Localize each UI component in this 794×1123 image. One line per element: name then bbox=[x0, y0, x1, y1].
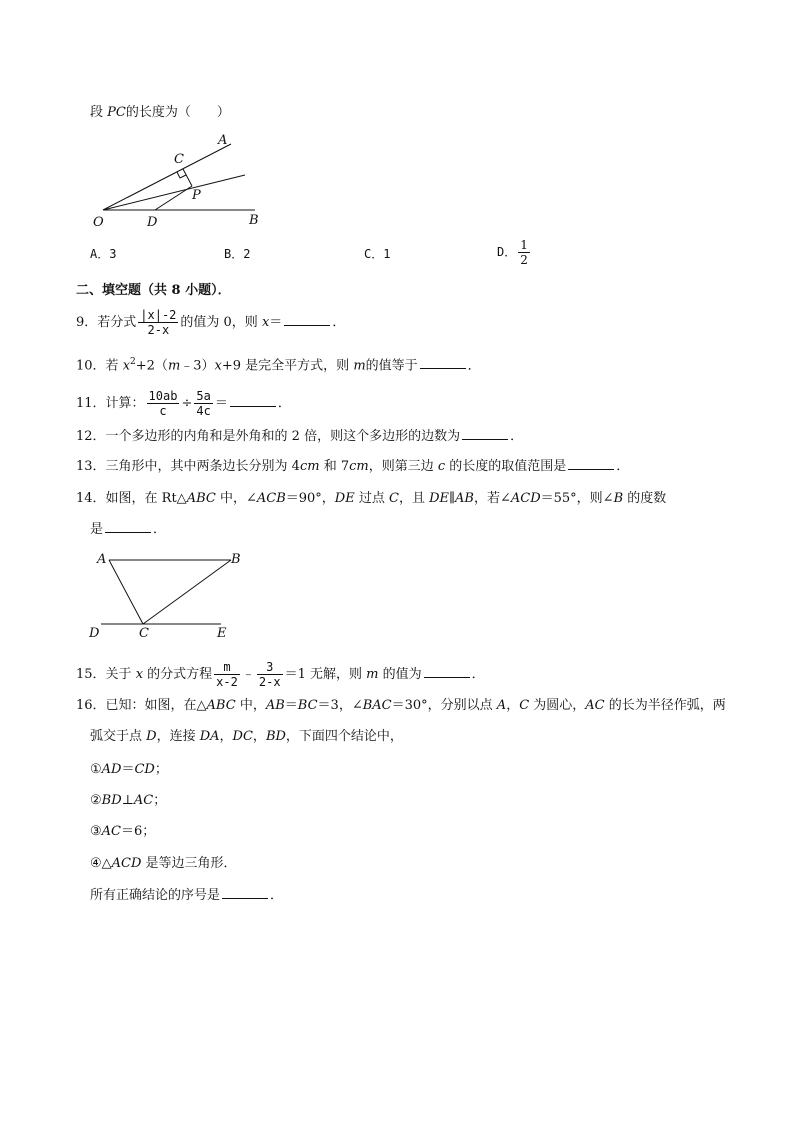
q10-m: m bbox=[167, 358, 181, 374]
q15-p1: 15．关于 bbox=[76, 667, 136, 682]
q8-option-b: B．2 bbox=[224, 247, 251, 261]
question-9 bbox=[76, 308, 345, 337]
q10-p2: ﹣3） bbox=[180, 358, 215, 374]
q16-bd: BD bbox=[265, 729, 286, 744]
fig2-label-b: B bbox=[231, 552, 241, 567]
q16-p8: 的长为半径作弧，两 bbox=[604, 698, 726, 713]
q15-p4: 的值为 bbox=[378, 667, 422, 682]
q14-acb: ACB bbox=[256, 491, 286, 506]
q16-conclusion-1 bbox=[90, 761, 168, 779]
question-16 bbox=[76, 697, 726, 715]
q9-eq: ＝ bbox=[269, 315, 283, 330]
q13-p1: 13．三角形中，其中两条边长分别为 4 bbox=[76, 459, 300, 474]
q9-prefix: 9．若分式 bbox=[76, 315, 137, 330]
q10-x2: x bbox=[214, 358, 222, 374]
q16-p4: ＝3，∠ bbox=[317, 698, 363, 713]
q8-option-a: A．3 bbox=[90, 247, 117, 261]
q16-p2: 中， bbox=[235, 698, 266, 713]
q10-x: x bbox=[122, 358, 131, 374]
frac-num: 5a bbox=[196, 389, 211, 403]
q16-c3a: ③ bbox=[90, 824, 102, 839]
q14-b: B bbox=[613, 491, 624, 506]
q14-p9: 的度数 bbox=[623, 491, 667, 506]
q10-end: ． bbox=[467, 358, 481, 374]
frac-den: 4c bbox=[196, 404, 211, 418]
q13-p2: 和 7 bbox=[319, 459, 350, 474]
q16-final bbox=[90, 886, 283, 905]
q13-cm2: cm bbox=[349, 459, 369, 474]
q15-x: x bbox=[135, 667, 144, 682]
question-13 bbox=[76, 457, 629, 476]
fig2-label-d: D bbox=[89, 626, 100, 641]
question-14-line-2 bbox=[90, 520, 166, 539]
q14-de2: DE bbox=[429, 491, 449, 506]
frac-num: m bbox=[214, 660, 240, 675]
q16-l2e: ，下面四个结论中， bbox=[285, 729, 403, 744]
q16-c3c: ＝6； bbox=[121, 824, 156, 839]
q14-p4: 过点 bbox=[354, 491, 389, 506]
q16-c2d: AC bbox=[133, 793, 154, 808]
q13-cm1: cm bbox=[299, 459, 320, 474]
q14-p7: ，若∠ bbox=[473, 491, 511, 506]
q9-var: x bbox=[261, 315, 270, 330]
q12-text: 12．一个多边形的内角和是外角和的 2 倍，则这个多边形的边数为 bbox=[76, 429, 461, 444]
q16-p6: ， bbox=[506, 698, 520, 713]
frac-num: 3 bbox=[257, 660, 283, 675]
q16-a: A bbox=[496, 698, 507, 713]
q14-ab: AB bbox=[455, 491, 474, 506]
q14-p2: 中，∠ bbox=[215, 491, 257, 506]
q13-p4: 的长度的取值范围是 bbox=[445, 459, 567, 474]
q14-acd: ACD bbox=[510, 491, 541, 506]
q16-c4c: 是等边三角形． bbox=[141, 856, 237, 871]
q10-p4: 的值等于 bbox=[365, 358, 418, 374]
q9-fraction bbox=[138, 308, 178, 337]
q14-line2: 是 bbox=[90, 522, 104, 537]
question-11 bbox=[76, 389, 291, 418]
q8-pc: PC bbox=[107, 105, 126, 120]
q16-l2b: ，连接 bbox=[156, 729, 200, 744]
question-12 bbox=[76, 427, 523, 446]
q13-p3: ，则第三边 bbox=[368, 459, 438, 474]
figure-angle-bisector bbox=[85, 128, 275, 233]
q16-l2a: 弧交于点 bbox=[90, 729, 147, 744]
q14-c: C bbox=[388, 491, 399, 506]
answer-blank[interactable] bbox=[222, 886, 268, 899]
q14-de: DE bbox=[334, 491, 355, 506]
frac-den: 2 bbox=[520, 253, 528, 267]
frac-den: 2-x bbox=[147, 323, 170, 337]
q16-l2c: ， bbox=[219, 729, 233, 744]
fig1-label-d: D bbox=[147, 215, 158, 230]
q16-bac: BAC bbox=[362, 698, 392, 713]
q13-c: c bbox=[437, 459, 446, 474]
q15-fraction-2 bbox=[257, 660, 283, 689]
q16-abc: ABC bbox=[206, 698, 236, 713]
q14-end: ． bbox=[153, 522, 167, 537]
q16-c2e: ； bbox=[153, 793, 167, 808]
question-16-line-2 bbox=[90, 728, 403, 746]
q16-ac: AC bbox=[585, 698, 605, 713]
fig1-label-b: B bbox=[249, 213, 259, 228]
q16-p5: ＝30°，分别以点 bbox=[391, 698, 497, 713]
q15-p3: ＝1 无解，则 bbox=[284, 667, 367, 682]
answer-blank[interactable] bbox=[424, 665, 470, 678]
q10-prefix: 10．若 bbox=[76, 358, 123, 374]
frac-num: 1 bbox=[520, 238, 528, 252]
q14-p6: ∥ bbox=[449, 491, 456, 506]
answer-blank[interactable] bbox=[462, 427, 508, 440]
q16-end: ． bbox=[270, 888, 284, 903]
q16-c1a: ① bbox=[90, 762, 102, 777]
q14-abc: ABC bbox=[186, 491, 216, 506]
q16-c2b: BD bbox=[101, 793, 122, 808]
q16-c1e: ； bbox=[154, 762, 168, 777]
q12-end: ． bbox=[510, 429, 524, 444]
fig1-label-p: P bbox=[192, 188, 201, 203]
answer-blank[interactable] bbox=[284, 313, 330, 326]
q11-prefix: 11．计算： bbox=[76, 396, 145, 411]
q13-end: ． bbox=[616, 459, 630, 474]
q10-m2: m bbox=[353, 358, 366, 374]
fig2-label-c: C bbox=[139, 626, 149, 641]
q16-p7: 为圆心， bbox=[529, 698, 586, 713]
q8-option-d-fraction bbox=[518, 238, 530, 267]
q16-p1: 16．已知：如图，在△ bbox=[76, 698, 207, 713]
q16-c4b: ACD bbox=[111, 856, 142, 871]
q14-p1: 14．如图，在 Rt△ bbox=[76, 491, 187, 506]
q10-p1: +2（ bbox=[135, 358, 168, 374]
frac-den: x-2 bbox=[216, 675, 238, 689]
section-title: 二、填空题（共 8 小题）． bbox=[76, 283, 231, 298]
q16-conclusion-2 bbox=[90, 792, 166, 810]
q15-fraction-1 bbox=[214, 660, 240, 689]
frac-num: |x|-2 bbox=[140, 308, 177, 322]
q8-option-c: C．1 bbox=[364, 247, 391, 261]
q14-p8: ＝55°，则∠ bbox=[540, 491, 614, 506]
q8-prefix: 段 bbox=[90, 105, 108, 120]
q16-bc: BC bbox=[297, 698, 318, 713]
fig1-label-c: C bbox=[174, 152, 184, 167]
frac-den: c bbox=[159, 404, 167, 418]
fig1-label-o: O bbox=[93, 215, 104, 230]
q14-p5: ，且 bbox=[398, 491, 430, 506]
q16-dc: DC bbox=[232, 729, 253, 744]
q10-sup: 2 bbox=[130, 357, 136, 367]
q16-c2a: ② bbox=[90, 793, 102, 808]
q16-p3: ＝ bbox=[284, 698, 298, 713]
answer-blank[interactable] bbox=[568, 457, 614, 470]
answer-blank[interactable] bbox=[105, 520, 151, 533]
frac-num: 10ab bbox=[148, 389, 178, 403]
q16-conclusion-3 bbox=[90, 823, 155, 841]
q16-da: DA bbox=[199, 729, 220, 744]
q8-tail bbox=[90, 104, 230, 122]
frac-den: 2-x bbox=[258, 675, 281, 689]
q16-c2c: ⊥ bbox=[121, 793, 134, 808]
q16-conclusion-4 bbox=[90, 855, 237, 873]
q9-end: ． bbox=[332, 315, 346, 330]
q11-end: ． bbox=[277, 396, 291, 411]
fig2-label-a: A bbox=[97, 552, 107, 567]
question-15 bbox=[76, 660, 485, 689]
q16-c3b: AC bbox=[101, 824, 121, 839]
q16-c1b: AD bbox=[101, 762, 122, 777]
figure-parallel-lines bbox=[85, 546, 245, 642]
q16-last: 所有正确结论的序号是 bbox=[90, 888, 221, 903]
q16-ab: AB bbox=[265, 698, 285, 713]
q15-end: ． bbox=[471, 667, 485, 682]
question-14 bbox=[76, 490, 666, 508]
q10-p3: +9 是完全平方式，则 bbox=[221, 358, 354, 374]
q16-c: C bbox=[519, 698, 530, 713]
q16-d: D bbox=[146, 729, 157, 744]
fig1-label-a: A bbox=[218, 133, 228, 148]
question-10 bbox=[76, 353, 481, 375]
answer-blank[interactable] bbox=[420, 356, 466, 369]
q8-option-d bbox=[497, 238, 532, 267]
q11-fraction-2 bbox=[194, 389, 212, 418]
q15-p2: 的分式方程 bbox=[143, 667, 213, 682]
q11-op: ÷ bbox=[181, 396, 193, 411]
q15-op: ﹣ bbox=[241, 667, 255, 682]
q16-c1d: CD bbox=[134, 762, 155, 777]
q16-c1c: ＝ bbox=[121, 762, 135, 777]
q11-eq: ＝ bbox=[214, 396, 228, 411]
q16-l2d: ， bbox=[252, 729, 266, 744]
q8-suffix: 的长度为（ ） bbox=[125, 105, 230, 120]
answer-blank[interactable] bbox=[230, 394, 276, 407]
q15-m: m bbox=[366, 667, 379, 682]
q8-option-d-prefix: D． bbox=[497, 245, 517, 259]
q14-p3: ＝90°， bbox=[285, 491, 335, 506]
q16-c4a: ④△ bbox=[90, 856, 112, 871]
fig2-label-e: E bbox=[217, 626, 227, 641]
q11-fraction-1 bbox=[147, 389, 180, 418]
q9-middle: 的值为 0，则 bbox=[180, 315, 262, 330]
